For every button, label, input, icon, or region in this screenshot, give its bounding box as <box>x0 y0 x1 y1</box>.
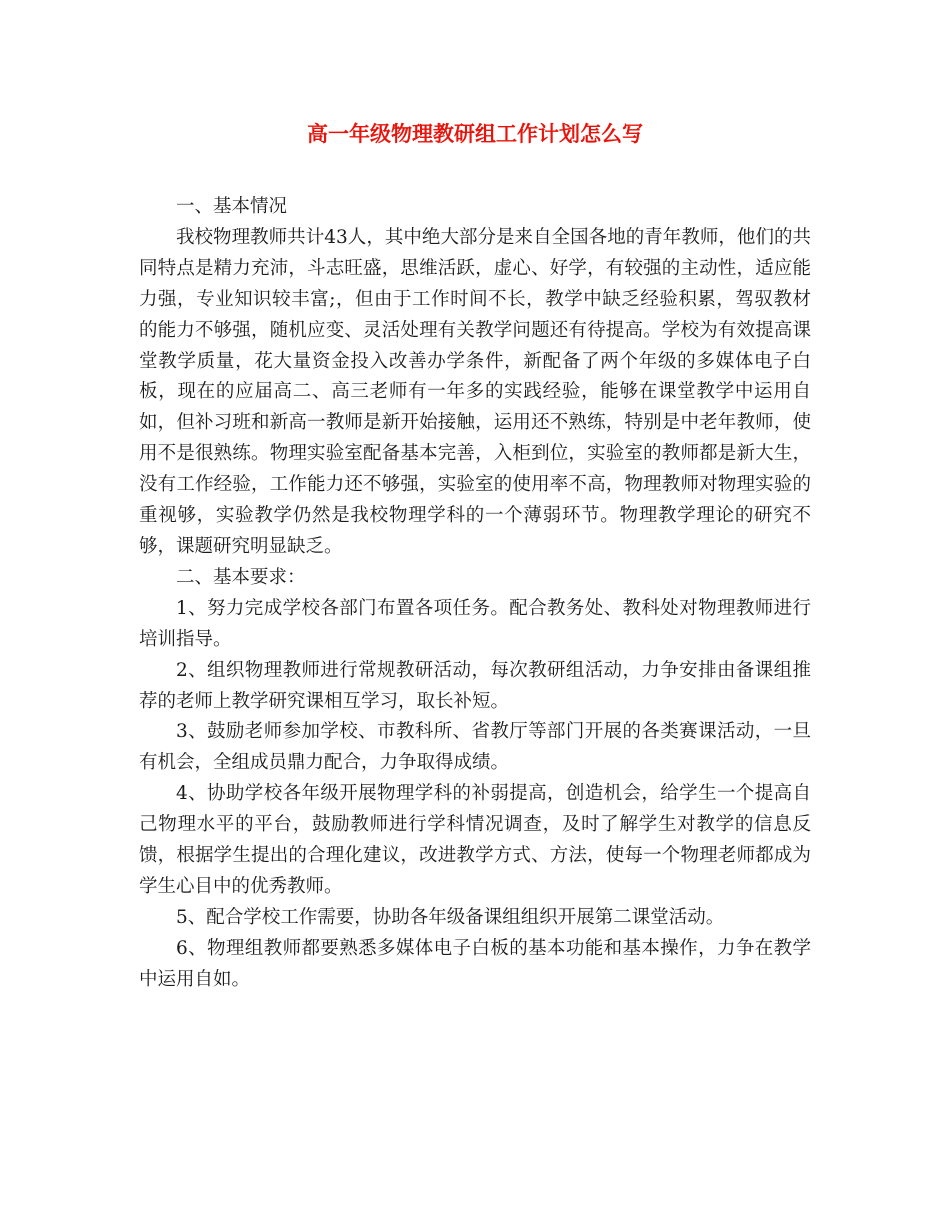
requirement-item-4: 4、协助学校各年级开展物理学科的补弱提高，创造机会，给学生一个提高自己物理水平的平台，鼓励教师进行学科情况调查，及时了解学生对教学的信息反馈，根据学生提出的合理化建议，改进教学方式、方法，使每一个物理老师都成为学生心目中的优秀教师。 <box>139 783 811 897</box>
requirement-item-2: 2、组织物理教师进行常规教研活动，每次教研组活动，力争安排由备课组推荐的老师上教学研究课相互学习，取长补短。 <box>139 659 811 712</box>
document-title: 高一年级物理教研组工作计划怎么写 <box>307 121 643 146</box>
requirement-item-1: 1、努力完成学校各部门布置各项任务。配合教务处、教科处对物理教师进行培训指导。 <box>139 597 811 650</box>
document-body <box>139 192 811 996</box>
section-heading-basic-situation: 一、基本情况 <box>176 196 288 217</box>
requirement-item-3: 3、鼓励老师参加学校、市教科所、省教厅等部门开展的各类赛课活动，一旦有机会，全组成员鼎力配合，力争取得成绩。 <box>139 721 811 774</box>
requirement-item-5: 5、配合学校工作需要，协助各年级备课组组织开展第二课堂活动。 <box>176 906 725 928</box>
requirement-item-6: 6、物理组教师都要熟悉多媒体电子白板的基本功能和基本操作，力争在教学中运用自如。 <box>139 937 811 990</box>
section-heading-basic-requirements: 二、基本要求： <box>176 566 306 588</box>
paragraph-basic-situation: 我校物理教师共计43人，其中绝大部分是来自全国各地的青年教师，他们的共同特点是精力充沛，斗志旺盛，思维活跃，虚心、好学，有较强的主动性，适应能力强，专业知识较丰富;，但由于工作时间不长，教学中缺乏经验积累，驾驭教材的能力不够强，随机应变、灵活处理有关教学问题还有待提高。学校为有效提高课堂教学质量，花大量资金投入改善办学条件，新配备了两个年级的多媒体电子白板，现在的应届高二、高三老师有一年多的实践经验，能够在课堂教学中运用自如，但补习班和新高一教师是新开始接触，运用还不熟练，特别是中老年教师，使用不是很熟练。物理实验室配备基本完善，入柜到位，实验室的教师都是新大生，没有工作经验，工作能力还不够强，实验室的使用率不高，物理教师对物理实验的重视够，实验教学仍然是我校物理学科的一个薄弱环节。物理教学理论的研究不够，课题研究明显缺乏。 <box>139 226 811 557</box>
